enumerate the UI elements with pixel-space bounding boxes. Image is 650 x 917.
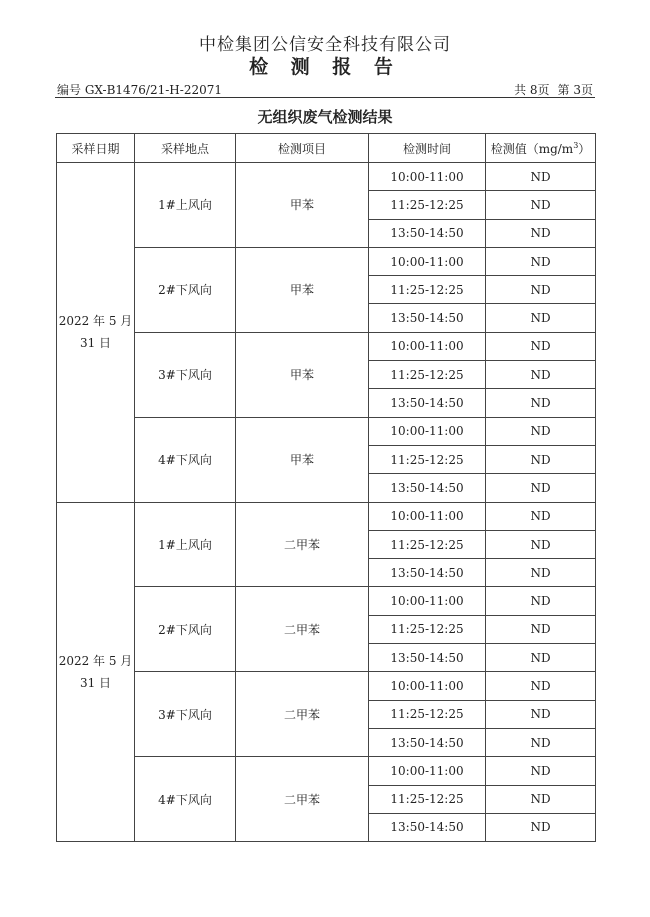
company-name: 中检集团公信安全科技有限公司 (199, 35, 451, 55)
test-item-cell: 甲苯 (236, 332, 369, 417)
test-time-cell: 10:00-11:00 (369, 417, 486, 445)
test-value-cell: ND (486, 389, 596, 417)
table-row (57, 502, 596, 530)
test-time-cell: 13:50-14:50 (369, 389, 486, 417)
test-time-cell: 11:25-12:25 (369, 530, 486, 558)
test-value-cell: ND (486, 417, 596, 445)
table-row (57, 163, 596, 191)
test-item-cell: 二甲苯 (236, 587, 369, 672)
test-time-cell: 10:00-11:00 (369, 163, 486, 191)
table-row (57, 332, 596, 360)
page-indicator (506, 81, 593, 98)
table-row (57, 757, 596, 785)
test-time-cell: 13:50-14:50 (369, 644, 486, 672)
sampling-date-line1: 2022 年 5 月 (58, 653, 133, 668)
test-item-cell: 甲苯 (236, 417, 369, 502)
sampling-location-cell: 1#上风向 (135, 163, 236, 248)
test-value-cell: ND (486, 276, 596, 304)
test-value-cell: ND (486, 332, 596, 360)
table-row (57, 587, 596, 615)
test-time-cell: 11:25-12:25 (369, 361, 486, 389)
test-value-cell: ND (486, 644, 596, 672)
header-rule (55, 97, 595, 98)
test-time-cell: 13:50-14:50 (369, 813, 486, 841)
header-location: 采样地点 (135, 134, 236, 163)
test-value-cell: ND (486, 304, 596, 332)
sampling-date-cell (57, 163, 135, 503)
test-value-cell: ND (486, 587, 596, 615)
table-row (57, 672, 596, 700)
test-time-cell: 10:00-11:00 (369, 587, 486, 615)
sampling-date-line2: 31 日 (79, 675, 112, 690)
test-value-cell: ND (486, 530, 596, 558)
test-value-cell: ND (486, 785, 596, 813)
test-value-cell: ND (486, 813, 596, 841)
test-value-cell: ND (486, 757, 596, 785)
total-pages: 共 8页 (514, 83, 550, 97)
test-item-cell: 二甲苯 (236, 502, 369, 587)
test-item-cell: 甲苯 (236, 247, 369, 332)
sampling-location-cell: 3#下风向 (135, 332, 236, 417)
header-value-sup: 3 (573, 140, 579, 150)
test-value-cell: ND (486, 219, 596, 247)
test-value-cell: ND (486, 247, 596, 275)
test-time-cell: 11:25-12:25 (369, 445, 486, 473)
report-title: 检 测 报 告 (249, 56, 401, 78)
header-value-prefix: 检测值（mg/m (490, 141, 574, 156)
test-value-cell: ND (486, 163, 596, 191)
test-time-cell: 10:00-11:00 (369, 672, 486, 700)
header-date: 采样日期 (57, 134, 135, 163)
header-value-suffix: ） (578, 141, 591, 156)
test-value-cell: ND (486, 672, 596, 700)
test-time-cell: 10:00-11:00 (369, 247, 486, 275)
results-table (56, 133, 596, 842)
test-time-cell: 13:50-14:50 (369, 559, 486, 587)
sampling-location-cell: 3#下风向 (135, 672, 236, 757)
test-value-cell: ND (486, 502, 596, 530)
table-title: 无组织废气检测结果 (257, 108, 393, 126)
table-row (57, 417, 596, 445)
header-item: 检测项目 (236, 134, 369, 163)
test-time-cell: 10:00-11:00 (369, 332, 486, 360)
report-code: 编号 GX-B1476/21-H-22071 (57, 83, 222, 97)
table-row (57, 247, 596, 275)
sampling-location-cell: 2#下风向 (135, 247, 236, 332)
sampling-date-line1: 2022 年 5 月 (58, 314, 133, 329)
test-item-cell: 甲苯 (236, 163, 369, 248)
sampling-location-cell: 4#下风向 (135, 417, 236, 502)
test-value-cell: ND (486, 361, 596, 389)
test-time-cell: 13:50-14:50 (369, 474, 486, 502)
test-value-cell: ND (486, 474, 596, 502)
test-time-cell: 13:50-14:50 (369, 304, 486, 332)
sampling-location-cell: 2#下风向 (135, 587, 236, 672)
test-time-cell: 11:25-12:25 (369, 615, 486, 643)
table-body (57, 163, 596, 842)
test-time-cell: 10:00-11:00 (369, 757, 486, 785)
sampling-date-line2: 31 日 (79, 336, 112, 351)
test-value-cell: ND (486, 559, 596, 587)
table-header-row (57, 134, 596, 163)
test-time-cell: 11:25-12:25 (369, 276, 486, 304)
test-value-cell: ND (486, 191, 596, 219)
sampling-location-cell: 1#上风向 (135, 502, 236, 587)
header-value (486, 134, 596, 163)
test-value-cell: ND (486, 700, 596, 728)
test-time-cell: 10:00-11:00 (369, 502, 486, 530)
test-time-cell: 11:25-12:25 (369, 785, 486, 813)
sampling-date-cell (57, 502, 135, 842)
test-time-cell: 11:25-12:25 (369, 191, 486, 219)
test-time-cell: 11:25-12:25 (369, 700, 486, 728)
current-page: 第 3页 (557, 83, 593, 97)
test-item-cell: 二甲苯 (236, 757, 369, 842)
sampling-location-cell: 4#下风向 (135, 757, 236, 842)
test-value-cell: ND (486, 445, 596, 473)
test-time-cell: 13:50-14:50 (369, 728, 486, 756)
test-item-cell: 二甲苯 (236, 672, 369, 757)
header-time: 检测时间 (369, 134, 486, 163)
test-value-cell: ND (486, 615, 596, 643)
test-value-cell: ND (486, 728, 596, 756)
test-time-cell: 13:50-14:50 (369, 219, 486, 247)
